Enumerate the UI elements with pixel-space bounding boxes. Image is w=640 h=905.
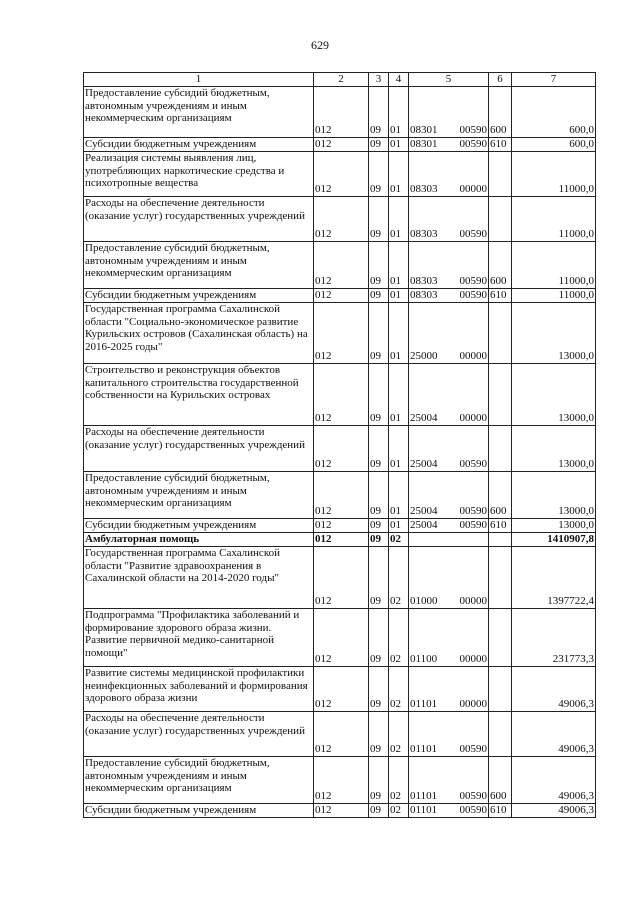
- section-code: 09: [369, 138, 389, 152]
- section-code: 09: [369, 303, 389, 364]
- target-article-code: [409, 87, 489, 138]
- item-name: Предоставление субсидий бюджетным, автономным учреждениям и иным некоммерческим организациям: [84, 87, 314, 138]
- ministry-code: 012: [314, 667, 369, 712]
- target-article-prefix: 25004: [410, 519, 438, 532]
- subsection-code: 01: [389, 87, 409, 138]
- expense-type-code: 600: [489, 472, 512, 519]
- ministry-code: 012: [314, 472, 369, 519]
- target-article-code: [409, 804, 489, 818]
- table-row: [84, 757, 596, 804]
- target-article-suffix: 00590: [459, 458, 487, 471]
- table-row: [84, 667, 596, 712]
- section-code: 09: [369, 87, 389, 138]
- column-header: 3: [369, 73, 389, 87]
- item-name: Расходы на обеспечение деятельности (оказание услуг) государственных учреждений: [84, 426, 314, 472]
- expense-type-code: [489, 303, 512, 364]
- table-row: [84, 138, 596, 152]
- subsection-code: 01: [389, 426, 409, 472]
- target-article-code: [409, 609, 489, 667]
- target-article-code: [409, 289, 489, 303]
- target-article-code: [409, 667, 489, 712]
- amount: 49006,3: [512, 712, 596, 757]
- target-article-suffix: 00000: [459, 595, 487, 608]
- column-header: 4: [389, 73, 409, 87]
- subsection-code: 02: [389, 533, 409, 547]
- table-row: [84, 547, 596, 609]
- target-article-prefix: 01000: [410, 595, 438, 608]
- section-code: 09: [369, 533, 389, 547]
- subsection-code: 02: [389, 804, 409, 818]
- amount: 11000,0: [512, 152, 596, 197]
- target-article-prefix: 25004: [410, 505, 438, 518]
- target-article-prefix: 08301: [410, 124, 438, 137]
- amount: 49006,3: [512, 804, 596, 818]
- expense-type-code: [489, 712, 512, 757]
- column-header: 2: [314, 73, 369, 87]
- item-name: Государственная программа Сахалинской области "Социально-экономическое развитие Курильских островов (Сахалинская область) на 2016-2025 годы": [84, 303, 314, 364]
- target-article-prefix: 01101: [410, 743, 438, 756]
- subsection-code: 02: [389, 547, 409, 609]
- section-code: 09: [369, 472, 389, 519]
- section-code: 09: [369, 757, 389, 804]
- amount: 600,0: [512, 138, 596, 152]
- subsection-code: 01: [389, 364, 409, 426]
- item-name: Амбулаторная помощь: [84, 533, 314, 547]
- item-name: Государственная программа Сахалинской области "Развитие здравоохранения в Сахалинской области на 2014-2020 годы": [84, 547, 314, 609]
- target-article-prefix: 01101: [410, 698, 438, 711]
- target-article-code: [409, 426, 489, 472]
- item-name: Расходы на обеспечение деятельности (оказание услуг) государственных учреждений: [84, 712, 314, 757]
- ministry-code: 012: [314, 712, 369, 757]
- target-article-code: [409, 533, 489, 547]
- section-code: 09: [369, 242, 389, 289]
- subsection-code: 02: [389, 609, 409, 667]
- target-article-suffix: 00590: [459, 505, 487, 518]
- target-article-suffix: 00590: [459, 790, 487, 803]
- subsection-code: 01: [389, 303, 409, 364]
- subsection-code: 01: [389, 242, 409, 289]
- target-article-code: [409, 197, 489, 242]
- ministry-code: 012: [314, 87, 369, 138]
- target-article-suffix: 00590: [459, 275, 487, 288]
- item-name: Предоставление субсидий бюджетным, автономным учреждениям и иным некоммерческим организациям: [84, 242, 314, 289]
- expense-type-code: 610: [489, 289, 512, 303]
- subsection-code: 01: [389, 289, 409, 303]
- subsection-code: 01: [389, 472, 409, 519]
- column-header: 6: [489, 73, 512, 87]
- target-article-code: [409, 303, 489, 364]
- amount: 13000,0: [512, 519, 596, 533]
- amount: 11000,0: [512, 289, 596, 303]
- amount: 11000,0: [512, 242, 596, 289]
- table-row: [84, 364, 596, 426]
- expense-type-code: 600: [489, 87, 512, 138]
- table-header-row: [84, 73, 596, 87]
- target-article-suffix: 00590: [459, 804, 487, 817]
- target-article-prefix: 01100: [410, 653, 438, 666]
- target-article-suffix: 00590: [459, 228, 487, 241]
- target-article-prefix: 01101: [410, 804, 438, 817]
- table-row: [84, 712, 596, 757]
- amount: 13000,0: [512, 426, 596, 472]
- target-article-prefix: 25000: [410, 350, 438, 363]
- target-article-prefix: 01101: [410, 790, 438, 803]
- amount: 11000,0: [512, 197, 596, 242]
- section-code: 09: [369, 426, 389, 472]
- item-name: Субсидии бюджетным учреждениям: [84, 804, 314, 818]
- target-article-suffix: 00590: [459, 124, 487, 137]
- section-code: 09: [369, 197, 389, 242]
- ministry-code: 012: [314, 533, 369, 547]
- budget-table: [83, 72, 596, 818]
- target-article-code: [409, 519, 489, 533]
- ministry-code: 012: [314, 757, 369, 804]
- expense-type-code: [489, 364, 512, 426]
- item-name: Расходы на обеспечение деятельности (оказание услуг) государственных учреждений: [84, 197, 314, 242]
- target-article-suffix: 00000: [459, 412, 487, 425]
- target-article-prefix: 08301: [410, 138, 438, 151]
- table-row: [84, 152, 596, 197]
- item-name: Предоставление субсидий бюджетным, автономным учреждениям и иным некоммерческим организациям: [84, 757, 314, 804]
- amount: 1397722,4: [512, 547, 596, 609]
- expense-type-code: 610: [489, 138, 512, 152]
- column-header: 5: [409, 73, 489, 87]
- ministry-code: 012: [314, 804, 369, 818]
- ministry-code: 012: [314, 138, 369, 152]
- ministry-code: 012: [314, 364, 369, 426]
- item-name: Реализация системы выявления лиц, употребляющих наркотические средства и психотропные вещества: [84, 152, 314, 197]
- section-code: 09: [369, 712, 389, 757]
- section-code: 09: [369, 667, 389, 712]
- expense-type-code: [489, 667, 512, 712]
- table-row: [84, 289, 596, 303]
- page-number: 629: [311, 38, 329, 52]
- item-name: Субсидии бюджетным учреждениям: [84, 289, 314, 303]
- target-article-suffix: 00590: [459, 138, 487, 151]
- target-article-code: [409, 152, 489, 197]
- expense-type-code: 610: [489, 804, 512, 818]
- target-article-prefix: 08303: [410, 289, 438, 302]
- subsection-code: 01: [389, 152, 409, 197]
- target-article-code: [409, 757, 489, 804]
- target-article-suffix: 00000: [459, 698, 487, 711]
- item-name: Предоставление субсидий бюджетным, автономным учреждениям и иным некоммерческим организациям: [84, 472, 314, 519]
- item-name: Строительство и реконструкция объектов капитального строительства государственной собственности на Курильских островах: [84, 364, 314, 426]
- target-article-suffix: 00590: [459, 519, 487, 532]
- target-article-code: [409, 364, 489, 426]
- subsection-code: 02: [389, 757, 409, 804]
- subsection-code: 01: [389, 138, 409, 152]
- target-article-prefix: 25004: [410, 412, 438, 425]
- target-article-prefix: 25004: [410, 458, 438, 471]
- target-article-suffix: 00590: [459, 289, 487, 302]
- subsection-code: 01: [389, 519, 409, 533]
- amount: 49006,3: [512, 757, 596, 804]
- amount: 1410907,8: [512, 533, 596, 547]
- section-code: 09: [369, 289, 389, 303]
- expense-type-code: [489, 547, 512, 609]
- target-article-prefix: 08303: [410, 275, 438, 288]
- expense-type-code: [489, 152, 512, 197]
- target-article-prefix: 08303: [410, 183, 438, 196]
- column-header: 1: [84, 73, 314, 87]
- section-code: 09: [369, 609, 389, 667]
- ministry-code: 012: [314, 547, 369, 609]
- target-article-suffix: 00000: [459, 183, 487, 196]
- table-row: [84, 533, 596, 547]
- target-article-code: [409, 242, 489, 289]
- target-article-suffix: 00000: [459, 653, 487, 666]
- amount: 13000,0: [512, 364, 596, 426]
- expense-type-code: 600: [489, 757, 512, 804]
- ministry-code: 012: [314, 303, 369, 364]
- table-row: [84, 804, 596, 818]
- section-code: 09: [369, 152, 389, 197]
- ministry-code: 012: [314, 519, 369, 533]
- item-name: Субсидии бюджетным учреждениям: [84, 519, 314, 533]
- target-article-code: [409, 712, 489, 757]
- table-row: [84, 472, 596, 519]
- target-article-code: [409, 547, 489, 609]
- expense-type-code: [489, 426, 512, 472]
- item-name: Подпрограмма "Профилактика заболеваний и формирование здорового образа жизни. Развитие первичной медико-санитарной помощи": [84, 609, 314, 667]
- subsection-code: 01: [389, 197, 409, 242]
- amount: 231773,3: [512, 609, 596, 667]
- expense-type-code: 610: [489, 519, 512, 533]
- table-row: [84, 609, 596, 667]
- amount: 49006,3: [512, 667, 596, 712]
- table-row: [84, 303, 596, 364]
- column-header: 7: [512, 73, 596, 87]
- table-row: [84, 197, 596, 242]
- ministry-code: 012: [314, 242, 369, 289]
- section-code: 09: [369, 364, 389, 426]
- subsection-code: 02: [389, 667, 409, 712]
- ministry-code: 012: [314, 197, 369, 242]
- expense-type-code: [489, 533, 512, 547]
- target-article-suffix: 00000: [459, 350, 487, 363]
- section-code: 09: [369, 804, 389, 818]
- ministry-code: 012: [314, 152, 369, 197]
- ministry-code: 012: [314, 426, 369, 472]
- ministry-code: 012: [314, 609, 369, 667]
- amount: 600,0: [512, 87, 596, 138]
- expense-type-code: [489, 197, 512, 242]
- target-article-code: [409, 472, 489, 519]
- table-row: [84, 242, 596, 289]
- amount: 13000,0: [512, 472, 596, 519]
- section-code: 09: [369, 547, 389, 609]
- target-article-prefix: 08303: [410, 228, 438, 241]
- table-row: [84, 519, 596, 533]
- table-row: [84, 426, 596, 472]
- ministry-code: 012: [314, 289, 369, 303]
- item-name: Развитие системы медицинской профилактики неинфекционных заболеваний и формирования здорового образа жизни: [84, 667, 314, 712]
- expense-type-code: [489, 609, 512, 667]
- target-article-suffix: 00590: [459, 743, 487, 756]
- amount: 13000,0: [512, 303, 596, 364]
- table-row: [84, 87, 596, 138]
- expense-type-code: 600: [489, 242, 512, 289]
- item-name: Субсидии бюджетным учреждениям: [84, 138, 314, 152]
- subsection-code: 02: [389, 712, 409, 757]
- target-article-code: [409, 138, 489, 152]
- section-code: 09: [369, 519, 389, 533]
